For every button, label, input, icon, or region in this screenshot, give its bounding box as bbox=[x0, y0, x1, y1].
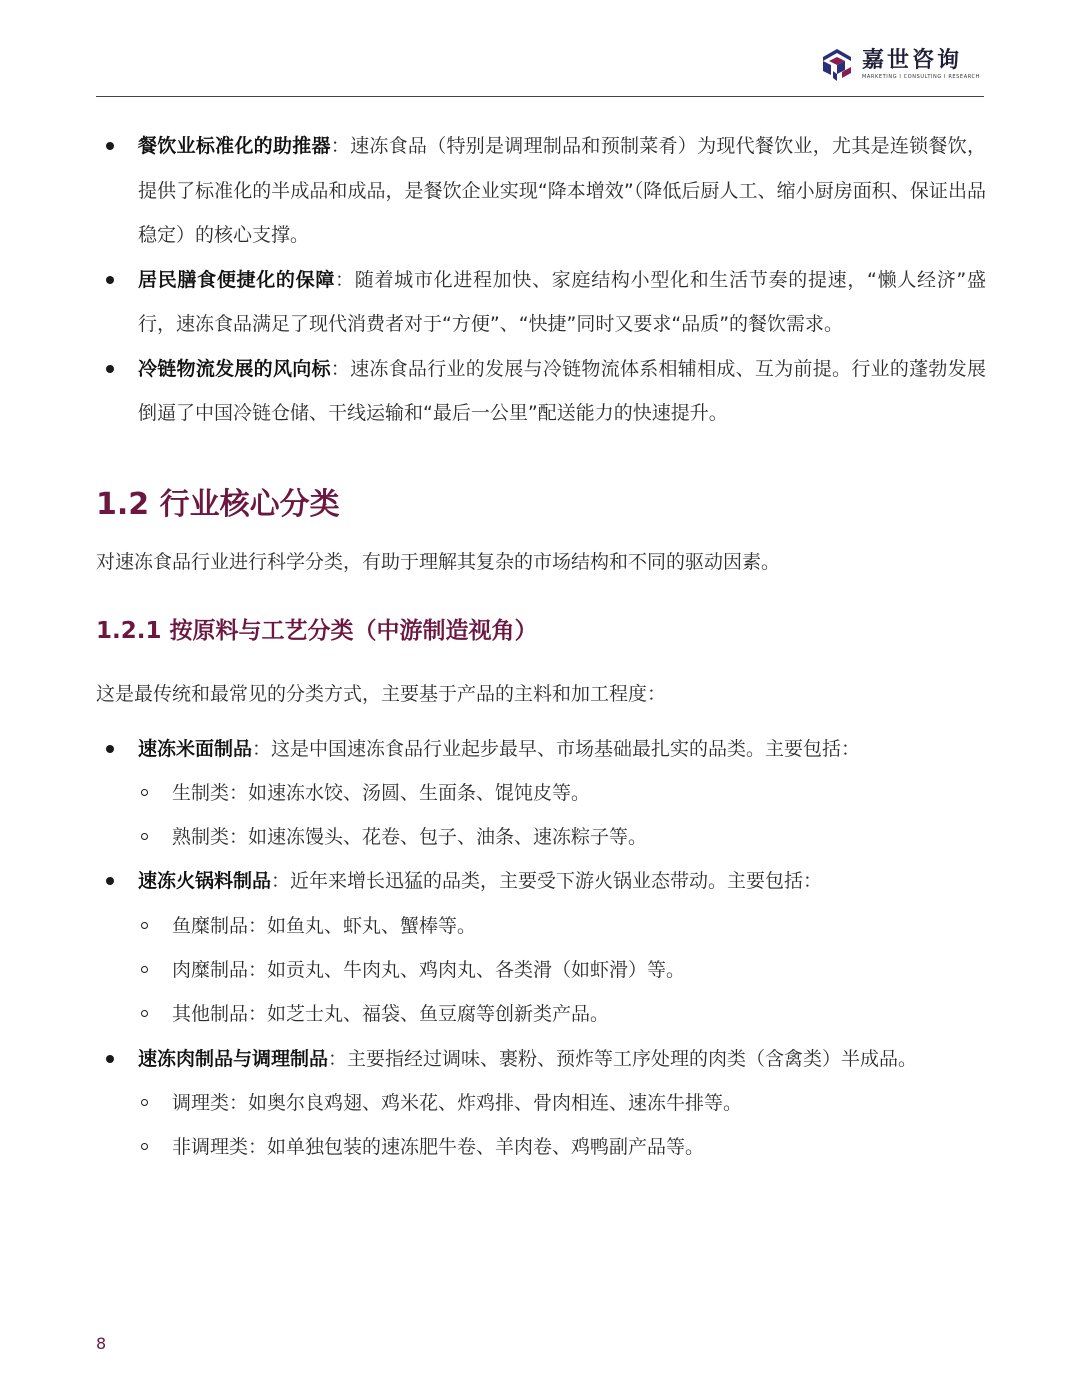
intro-bullet-list bbox=[96, 124, 986, 436]
bullet-icon bbox=[106, 1055, 114, 1063]
section-intro: 对速冻食品行业进行科学分类，有助于理解其复杂的市场结构和不同的驱动因素。 bbox=[96, 550, 781, 573]
circle-bullet-icon bbox=[141, 833, 148, 840]
circle-bullet-icon bbox=[141, 789, 148, 796]
category-term: 速冻肉制品与调理制品 bbox=[138, 1047, 329, 1070]
brand-logo-icon bbox=[822, 48, 852, 82]
bullet-text: ：随着城市化进程加快、家庭结构小型化和生活节奏的提速，“懒人经济”盛行，速冻食品满足了现代消费者对于“方便”、“快捷”同时又要求“品质”的餐饮需求。 bbox=[138, 268, 986, 335]
list-item bbox=[96, 1037, 986, 1081]
circle-bullet-icon bbox=[141, 922, 148, 929]
sub-item-text: 生制类：如速冻水饺、汤圆、生面条、馄饨皮等。 bbox=[172, 781, 591, 804]
category-term: 速冻米面制品 bbox=[138, 737, 253, 760]
brand bbox=[822, 48, 980, 82]
bullet-icon bbox=[106, 745, 114, 753]
category-list bbox=[96, 727, 986, 1170]
sub-list-item bbox=[96, 904, 986, 948]
list-item bbox=[96, 347, 986, 436]
subsection-intro: 这是最传统和最常见的分类方式，主要基于产品的主料和加工程度： bbox=[96, 682, 667, 705]
sub-item-text: 非调理类：如单独包装的速冻肥牛卷、羊肉卷、鸡鸭副产品等。 bbox=[172, 1136, 705, 1159]
bullet-term: 餐饮业标准化的助推器 bbox=[138, 135, 331, 157]
bullet-icon bbox=[106, 276, 114, 284]
bullet-icon bbox=[106, 365, 114, 373]
sub-list-item bbox=[96, 771, 986, 815]
brand-name: 嘉世咨询 bbox=[861, 47, 962, 73]
page-number: 8 bbox=[96, 1334, 107, 1353]
sub-list-item bbox=[96, 948, 986, 992]
bullet-text: ：速冻食品行业的发展与冷链物流体系相辅相成、互为前提。行业的蓬勃发展倒逼了中国冷链仓储、干线运输和“最后一公里”配送能力的快速提升。 bbox=[138, 357, 986, 424]
bullet-term: 冷链物流发展的风向标 bbox=[138, 357, 331, 380]
brand-tagline: MARKETING I CONSULTING I RESEARCH bbox=[861, 73, 980, 80]
bullet-term: 居民膳食便捷化的保障 bbox=[138, 268, 336, 291]
sub-item-text: 鱼糜制品：如鱼丸、虾丸、蟹棒等。 bbox=[172, 914, 477, 937]
category-term: 速冻火锅料制品 bbox=[138, 870, 272, 893]
category-text: ：近年来增长迅猛的品类，主要受下游火锅业态带动。主要包括： bbox=[271, 870, 823, 893]
sub-item-text: 肉糜制品：如贡丸、牛肉丸、鸡肉丸、各类滑（如虾滑）等。 bbox=[172, 958, 686, 981]
list-item bbox=[96, 727, 986, 771]
list-item bbox=[96, 258, 986, 347]
list-item bbox=[96, 859, 986, 903]
category-text: ：主要指经过调味、裹粉、预炸等工序处理的肉类（含禽类）半成品。 bbox=[328, 1047, 918, 1070]
bullet-icon bbox=[106, 877, 114, 885]
page-content bbox=[96, 124, 986, 1169]
bullet-text: ：速冻食品（特别是调理制品和预制菜肴）为现代餐饮业，尤其是连锁餐饮，提供了标准化的半成品和成品，是餐饮企业实现“降本增效”（降低后厨人工、缩小厨房面积、保证出品稳定）的核心支撑。 bbox=[138, 135, 986, 246]
circle-bullet-icon bbox=[141, 1010, 148, 1017]
page-header bbox=[96, 40, 984, 97]
sub-item-text: 其他制品：如芝士丸、福袋、鱼豆腐等创新类产品。 bbox=[172, 1003, 610, 1026]
subsection-heading: 1.2.1 按原料与工艺分类（中游制造视角） bbox=[96, 617, 538, 644]
section-heading: 1.2 行业核心分类 bbox=[96, 486, 340, 522]
sub-item-text: 熟制类：如速冻馒头、花卷、包子、油条、速冻粽子等。 bbox=[172, 826, 648, 849]
circle-bullet-icon bbox=[141, 1143, 148, 1150]
bullet-icon bbox=[106, 142, 114, 150]
circle-bullet-icon bbox=[141, 966, 148, 973]
sub-list-item bbox=[96, 1081, 986, 1125]
sub-list-item bbox=[96, 1125, 986, 1169]
category-text: ：这是中国速冻食品行业起步最早、市场基础最扎实的品类。主要包括： bbox=[252, 737, 861, 760]
sub-list-item bbox=[96, 815, 986, 859]
list-item bbox=[96, 124, 986, 258]
sub-item-text: 调理类：如奥尔良鸡翅、鸡米花、炸鸡排、骨肉相连、速冻牛排等。 bbox=[172, 1091, 743, 1114]
circle-bullet-icon bbox=[141, 1099, 148, 1106]
sub-list-item bbox=[96, 992, 986, 1036]
